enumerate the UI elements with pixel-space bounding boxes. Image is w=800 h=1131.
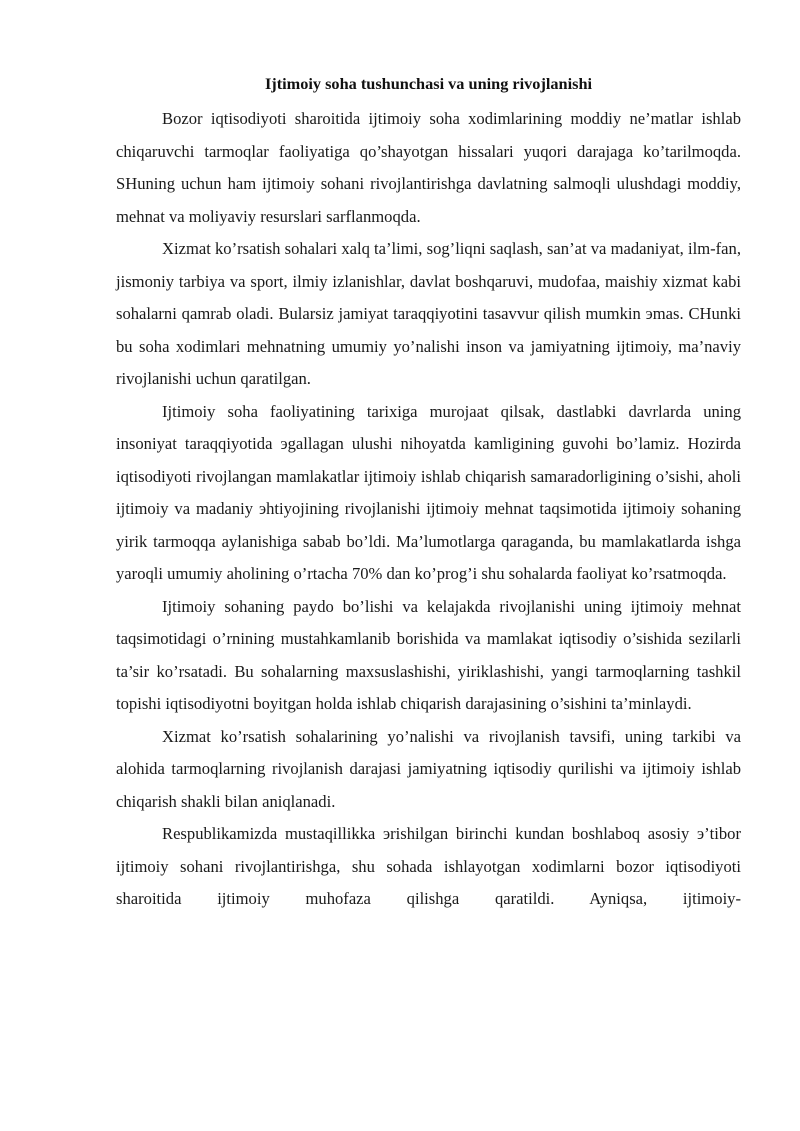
document-body — [116, 103, 741, 916]
paragraph-2: Xizmat ko’rsatish sohalari xalq ta’limi, sog’liqni saqlash, san’at va madaniyat, ilm-fan, jismoniy tarbiya va sport, ilmiy izlanishlar, davlat boshqaruvi, mudofaa, maishiy xizmat kabi sohalarni qamrab oladi. Bularsiz jamiyat taraqqiyotini tasavvur qilish mumkin эmas. CHunki bu soha xodimlari mehnatning umumiy yo’nalishi inson va jamiyatning ijtimoiy, ma’naviy rivojlanishi uchun qaratilgan. — [116, 239, 741, 388]
paragraph-5: Xizmat ko’rsatish sohalarining yo’nalishi va rivojlanish tavsifi, uning tarkibi va alohida tarmoqlarning rivojlanish darajasi jamiyatning iqtisodiy qurilishi va ijtimoiy ishlab chiqarish shakli bilan aniqlanadi. — [116, 726, 741, 811]
paragraph-4: Ijtimoiy sohaning paydo bo’lishi va kelajakda rivojlanishi uning ijtimoiy mehnat taqsimotidagi o’rnining mustahkamlanib borishida va mamlakat iqtisodiy o’sishida sezilarli ta’sir ko’rsatadi. Bu sohalarning maxsuslashishi, yiriklashishi, yangi tarmoqlarning tashkil topishi iqtisodiyotni boyitgan holda ishlab chiqarish darajasining o’sishini ta’minlaydi. — [116, 596, 741, 713]
paragraph-6: Respublikamizda mustaqillikka эrishilgan birinchi kundan boshlaboq asosiy э’tibor ijtimoiy sohani rivojlantirishga, shu sohada ishlayotgan xodimlarni bozor iqtisodiyoti sharoitida ijtimoiy muhofaza qilishga qaratildi. Ayniqsa, ijtimoiy- — [116, 824, 741, 908]
paragraph-3: Ijtimoiy soha faoliyatining tarixiga murojaat qilsak, dastlabki davrlarda uning insoniyat taraqqiyotida эgallagan ulushi nihoyatda kamligining guvohi bo’lamiz. Hozirda iqtisodiyoti rivojlangan mamlakatlar ijtimoiy ishlab chiqarish samaradorligining o’sishi, aholi ijtimoiy va madaniy эhtiyojining rivojlanishi ijtimoiy mehnat taqsimotida ijtimoiy sohaning yirik tarmoqqa aylanishiga sabab bo’ldi. Ma’lumotlarga qaraganda, bu mamlakatlarda ishga yaroqli umumiy aholining o’rtacha 70% dan ko’prog’i shu sohalarda faoliyat ko’rsatmoqda. — [116, 401, 741, 583]
paragraph-1: Bozor iqtisodiyoti sharoitida ijtimoiy soha xodimlarining moddiy ne’matlar ishlab chiqaruvchi tarmoqlar faoliyatiga qo’shayotgan hissalari yuqori darajaga ko’tarilmoqda. SHuning uchun ham ijtimoiy sohani rivojlantirishga davlatning salmoqli ulushdagi moddiy, mehnat va moliyaviy resurslari sarflanmoqda. — [116, 109, 741, 226]
page-title: Ijtimoiy soha tushunchasi va uning rivojlanishi — [264, 74, 593, 93]
